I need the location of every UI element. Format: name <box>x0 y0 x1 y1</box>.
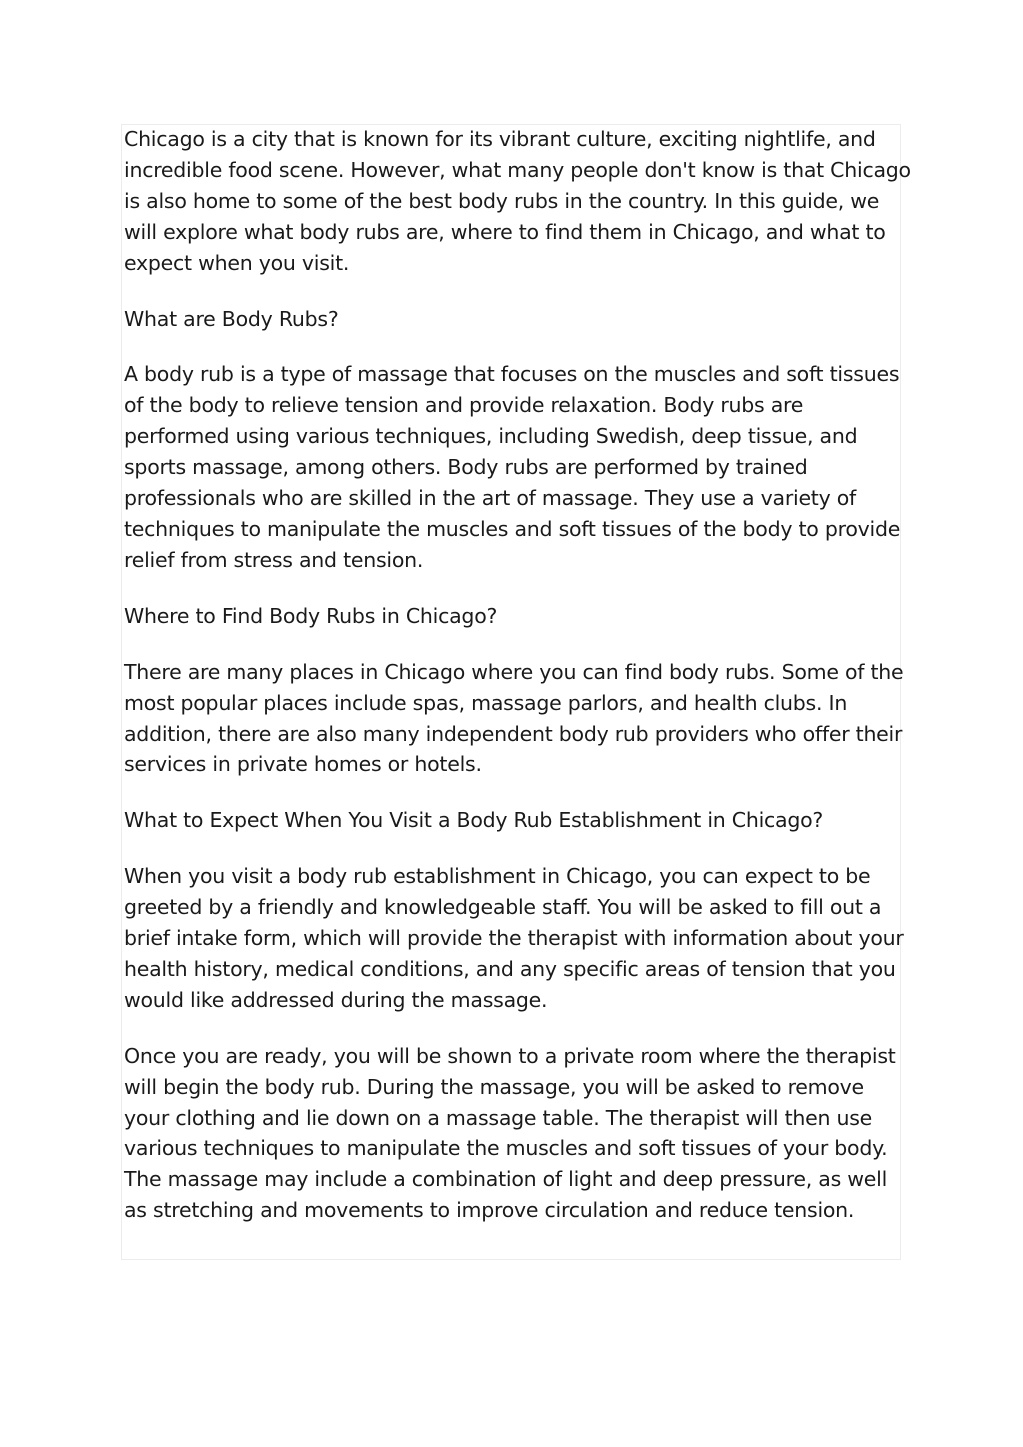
paragraph-intro: Chicago is a city that is known for its vibrant culture, exciting nightlife, and incredible food scene. However, what many people don't know is that Chicago is also home to some of the best body rubs in the country. In this guide, we will explore what body rubs are, where to find them in Chicago, and what to expect when you visit. <box>124 127 911 275</box>
paragraph-places: There are many places in Chicago where you can find body rubs. Some of the most popular places include spas, massage parlors, and health clubs. In addition, there are also many independent body rub providers who offer their services in private homes or hotels. <box>124 659 904 777</box>
heading-what-to-expect: What to Expect When You Visit a Body Rub Establishment in Chicago? <box>124 808 824 833</box>
document-body <box>124 124 914 1251</box>
heading-where-to-find: Where to Find Body Rubs in Chicago? <box>124 603 498 628</box>
paragraph-definition: A body rub is a type of massage that focuses on the muscles and soft tissues of the body to relieve tension and provide relaxation. Body rubs are performed using various techniques, including Swedish, deep tissue, and sports massage, among others. Body rubs are performed by trained professionals who are skilled in the art of massage. They use a variety of techniques to manipulate the muscles and soft tissues of the body to provide relief from stress and tension. <box>124 362 901 572</box>
paragraph-session: Once you are ready, you will be shown to a private room where the therapist will begin the body rub. During the massage, you will be asked to remove your clothing and lie down on a massage table. The therapist will then use various techniques to manipulate the muscles and soft tissues of your body. The massage may include a combination of light and deep pressure, as well as stretching and movements to improve circulation and reduce tension. <box>124 1043 896 1223</box>
heading-what-are-body-rubs: What are Body Rubs? <box>124 306 339 331</box>
paragraph-arrival: When you visit a body rub establishment in Chicago, you can expect to be greeted by a friendly and knowledgeable staff. You will be asked to fill out a brief intake form, which will provide the therapist with information about your health history, medical conditions, and any specific areas of tension that you would like addressed during the massage. <box>124 864 904 1012</box>
